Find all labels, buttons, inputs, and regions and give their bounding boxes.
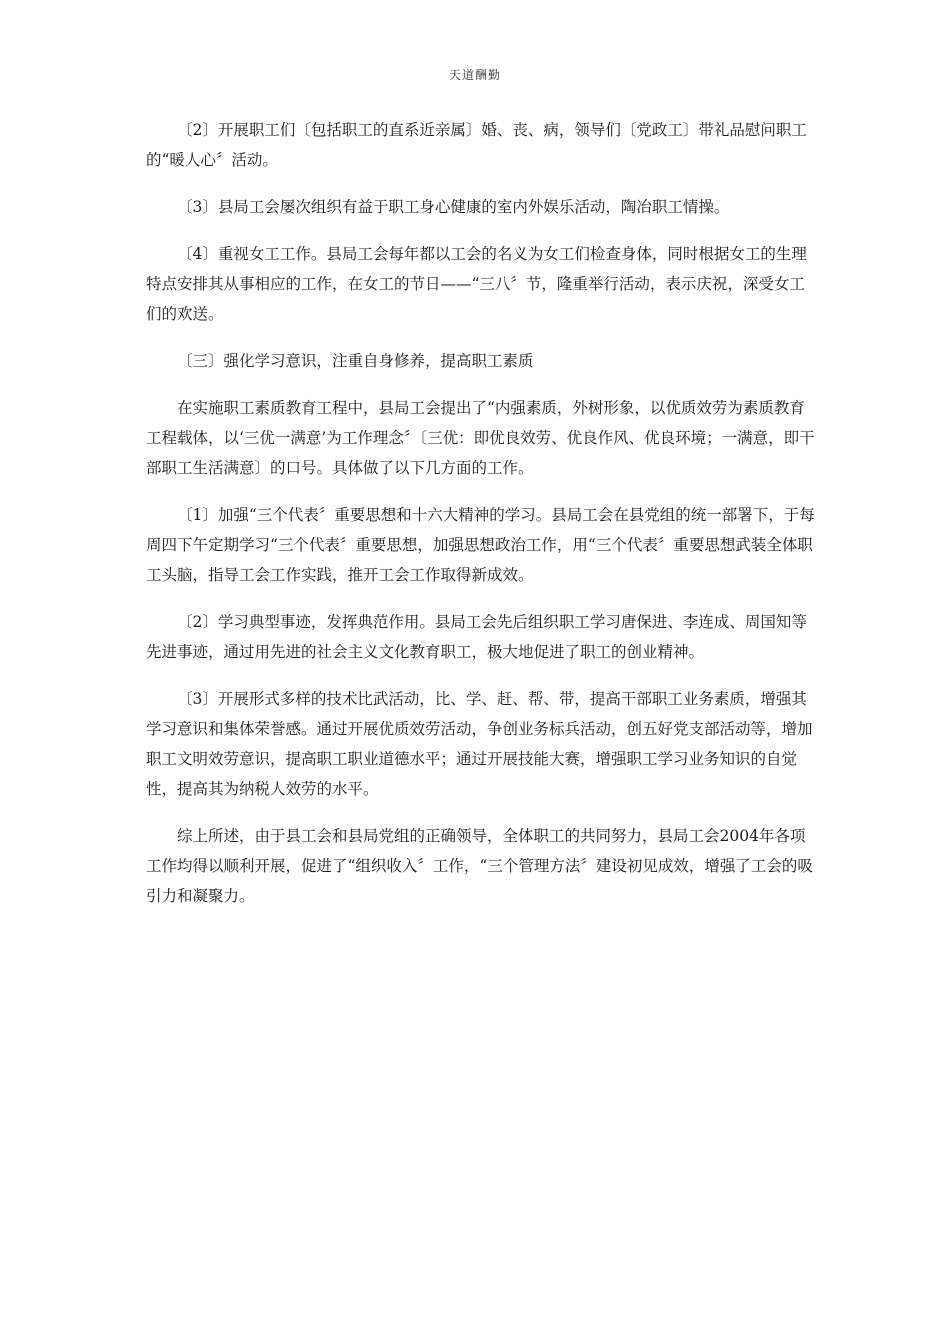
paragraph: 综上所述，由于县工会和县局党组的正确领导，全体职工的共同努力，县局工会2004年各项工作均得以顺利开展，促进了“组织收入〞工作，“三个管理方法〞建设初见成效，增强了工会的吸引力和凝聚力。 [146,827,813,905]
paragraph: 〔3〕县局工会屡次组织有益于职工身心健康的室内外娱乐活动，陶冶职工情操。 [177,198,730,216]
paragraph: 〔2〕开展职工们〔包括职工的直系近亲属〕婚、丧、病，领导们〔党政工〕带礼品慰问职工的“暖人心〞活动。 [146,121,807,169]
document-body [146,115,816,928]
paragraph: 〔3〕开展形式多样的技术比武活动，比、学、赶、帮、带，提高干部职工业务素质，增强其学习意识和集体荣誉感。通过开展优质效劳活动，争创业务标兵活动，创五好党支部活动等，增加职工文明效劳意识，提高职工职业道德水平；通过开展技能大赛，增强职工学习业务知识的自觉性，提高其为纳税人效劳的水平。 [146,690,813,798]
paragraph: 在实施职工素质教育工程中，县局工会提出了“内强素质，外树形象，以优质效劳为素质教育工程载体，以‘三优一满意’为工作理念〞〔三优：即优良效劳、优良作风、优良环境；一满意，即干部职工生活满意〕的口号。具体做了以下几方面的工作。 [146,399,815,477]
page-header: 天道酬勤 [448,68,501,82]
paragraph: 〔4〕重视女工工作。县局工会每年都以工会的名义为女工们检查身体，同时根据女工的生理特点安排其从事相应的工作，在女工的节日——“三八〞节，隆重举行活动，表示庆祝，深受女工们的欢送。 [146,245,807,323]
section-heading: 〔三〕强化学习意识，注重自身修养，提高职工素质 [177,352,534,370]
paragraph: 〔1〕加强“三个代表〞重要思想和十六大精神的学习。县局工会在县党组的统一部署下，于每周四下午定期学习“三个代表〞重要思想，加强思想政治工作，用“三个代表〞重要思想武装全体职工头脑，指导工会工作实践，推开工会工作取得新成效。 [146,506,815,584]
paragraph: 〔2〕学习典型事迹，发挥典范作用。县局工会先后组织职工学习唐保进、李连成、周国知等先进事迹，通过用先进的社会主义文化教育职工，极大地促进了职工的创业精神。 [146,613,807,661]
